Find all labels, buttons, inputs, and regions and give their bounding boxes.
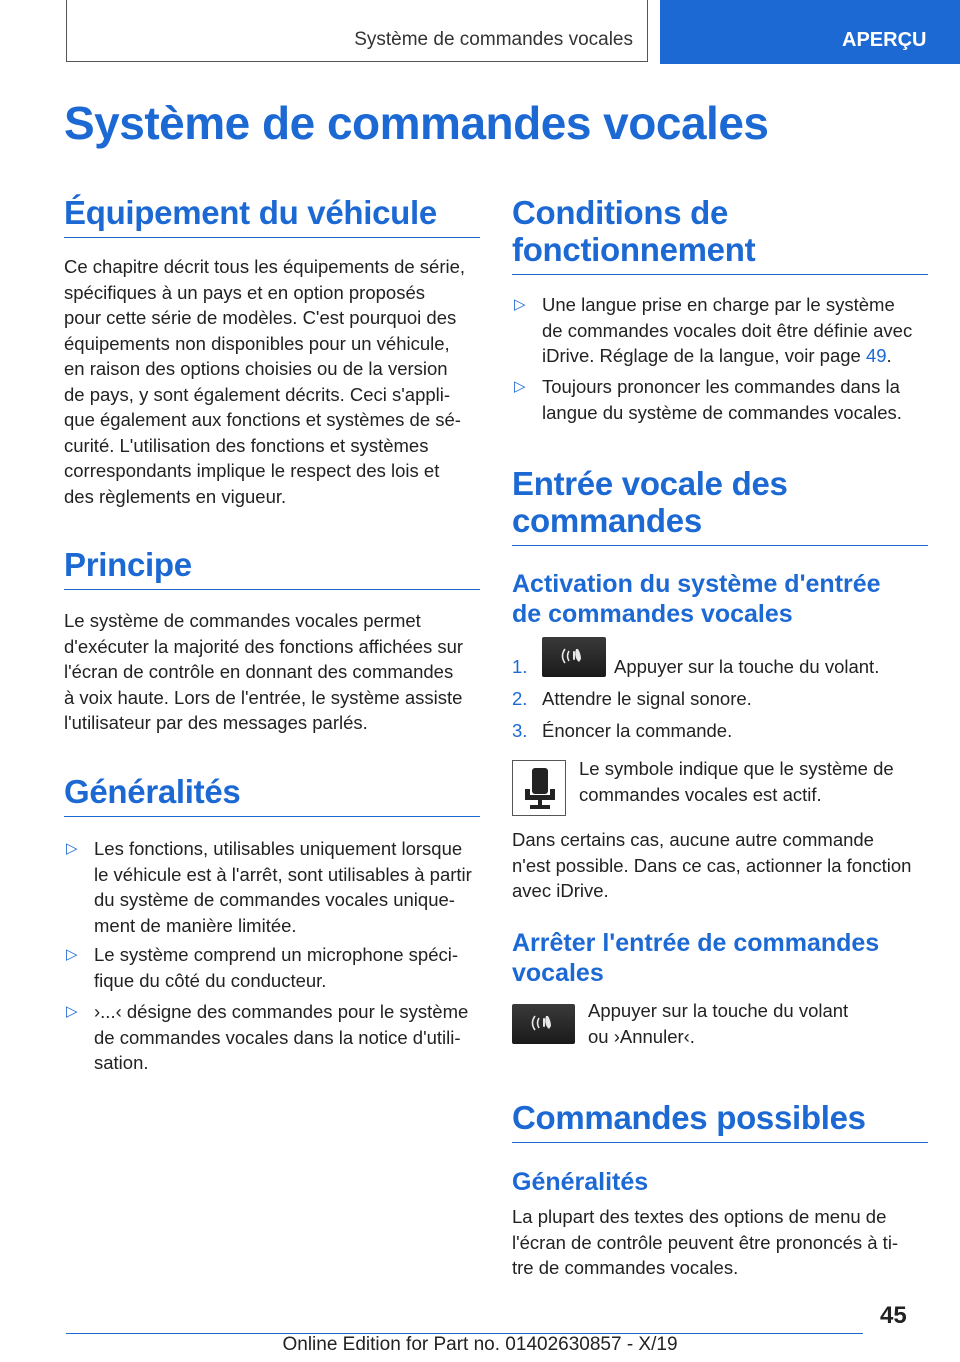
heading-stop: Arrêter l'entrée de commandes vocales — [512, 929, 880, 987]
equipment-paragraph: Ce chapitre décrit tous les équipements de série, spécifiques à un pays et en option proposés pour cette série de modèles. C'est pourquoi des équipements non disponibles pour un véhicule, en raison des options choisies ou de la version de pays, y sont également décrits. Ceci s'appli- que également aux fonctions et systèmes de sé- curité. L'utilisation des fonctions et systèmes correspondants implique le respect des lois et des règlements en vigueur. — [64, 256, 466, 507]
triangle-bullet-icon: ▷ — [66, 1003, 78, 1020]
list-item: ▷ Les fonctions, utilisables uniquement lorsque le véhicule est à l'arrêt, sont utilisables à partir du système de commandes vocales unique- ment de manière limitée. — [66, 838, 472, 936]
steering-voice-button-image — [512, 1004, 575, 1044]
heading-equipment: Équipement du véhicule — [64, 194, 480, 238]
heading-general-commands: Généralités — [512, 1168, 649, 1196]
list-item: ▷ ›...‹ désigne des commandes pour le système de commandes vocales dans la notice d'utili- sation. — [66, 1001, 469, 1073]
triangle-bullet-icon: ▷ — [66, 946, 78, 963]
heading-general: Généralités — [64, 773, 480, 817]
section-tab[interactable] — [660, 0, 960, 64]
possible-commands-paragraph: La plupart des textes des options de menu de l'écran de contrôle peuvent être prononcés à ti- tre de commandes vocales. — [512, 1206, 899, 1278]
page-link[interactable]: 49 — [865, 345, 887, 366]
mic-note: Le symbole indique que le système de commandes vocales est actif. — [579, 758, 894, 805]
heading-activation: Activation du système d'entrée de commandes vocales — [512, 570, 881, 628]
page-title: Système de commandes vocales — [64, 97, 769, 149]
heading-conditions: Conditions de fonctionnement — [512, 194, 928, 275]
list-item: ▷ Le système comprend un microphone spéci- fique du côté du conducteur. — [66, 944, 459, 991]
list-item: 1. Appuyer sur la touche du volant. — [512, 656, 880, 677]
heading-voice-entry: Entrée vocale des commandes — [512, 465, 928, 546]
chapter-tab[interactable] — [66, 0, 648, 62]
microphone-icon — [513, 761, 567, 817]
list-item: 3. Énoncer la commande. — [512, 720, 733, 741]
triangle-bullet-icon: ▷ — [514, 378, 526, 395]
list-item: ▷ Une langue prise en charge par le système de commandes vocales doit être définie avec iDrive. Réglage de la langue, voir page 49. — [514, 294, 913, 366]
list-item: 2. Attendre le signal sonore. — [512, 688, 752, 709]
voice-command-icon — [542, 637, 606, 677]
microphone-symbol — [512, 760, 566, 816]
section-tab-label: APERÇU — [842, 29, 927, 51]
activation-note-paragraph: Dans certains cas, aucune autre commande n'est possible. Dans ce cas, actionner la fonction avec iDrive. — [512, 829, 912, 901]
stop-instruction: Appuyer sur la touche du volant ou ›Annuler‹. — [588, 1000, 849, 1047]
page-number: 45 — [880, 1302, 907, 1329]
voice-command-icon — [512, 1004, 575, 1044]
list-item: ▷ Toujours prononcer les commandes dans la langue du système de commandes vocales. — [514, 376, 902, 423]
chapter-tab-label: Système de commandes vocales — [354, 29, 633, 50]
heading-possible-commands: Commandes possibles — [512, 1099, 928, 1143]
triangle-bullet-icon: ▷ — [66, 840, 78, 857]
heading-principle: Principe — [64, 546, 480, 590]
steering-voice-button-image — [542, 637, 606, 677]
triangle-bullet-icon: ▷ — [514, 296, 526, 313]
principle-paragraph: Le système de commandes vocales permet d'exécuter la majorité des fonctions affichées sur l'écran de contrôle en donnant des commandes à voix haute. Lors de l'entrée, le système assiste l'utilisateur par des messages parlés. — [64, 610, 464, 733]
footer-text: Online Edition for Part no. 01402630857 - X/19 — [282, 1334, 678, 1355]
